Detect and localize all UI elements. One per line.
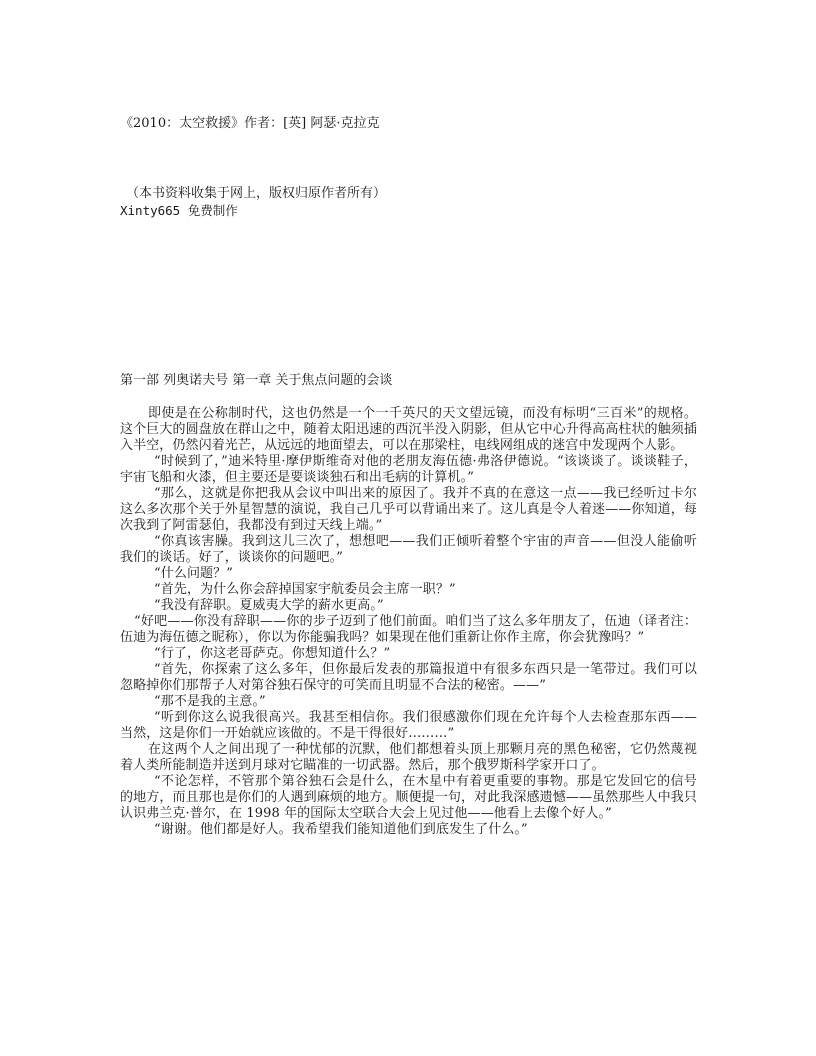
paragraph: 在这两个人之间出现了一种忧郁的沉默，他们都想着头顶上那颗月亮的黑色秘密，它仍然蔑视着人类所能制造并送到月球对它瞄准的一切武器。然后，那个俄罗斯科学家开口了。 <box>120 742 697 773</box>
paragraph: “我没有辞职。夏威夷大学的薪水更高。” <box>154 598 384 613</box>
chapter-heading: 第一部 列奥诺夫号 第一章 关于焦点问题的会谈 <box>120 373 393 388</box>
book-title-line: 《2010：太空救援》作者：[英] 阿瑟·克拉克 <box>120 116 380 131</box>
paragraph: 即使是在公称制时代，这也仍然是一个一千英尺的天文望远镜，而没有标明“三百米”的规格。这个巨大的圆盘放在群山之中，随着太阳迅速的西沉半没入阴影，但从它中心升得高高柱状的触须插入半空，仍然闪着光芒，从远远的地面望去，可以在那梁柱，电线网组成的迷宫中发现两个人影。 <box>120 406 697 453</box>
paragraph: “你真该害臊。我到这儿三次了，想想吧——我们正倾听着整个宇宙的声音——但没人能偷听我们的谈话。好了，谈谈你的问题吧。” <box>120 534 697 565</box>
paragraph: “首先，为什么你会辞掉国家宇航委员会主席一职？” <box>154 582 456 597</box>
paragraph: “不论怎样，不管那个第谷独石会是什么，在木星中有着更重要的事物。那是它发回它的信号的地方，而且那也是你们的人遇到麻烦的地方。顺便提一句，对此我深感遗憾——虽然那些人中我只认识弗兰克·普尔，在 1998 年的国际太空联合大会上见过他——他看上去像个好人。” <box>120 774 697 821</box>
paragraph: “好吧——你没有辞职——你的步子迈到了他们前面。咱们当了这么多年朋友了，伍迪（译者注：伍迪为海伍德之昵称），你以为你能骗我吗？如果现在他们重新让你作主席，你会犹豫吗？” <box>120 614 697 645</box>
paragraph: “那不是我的主意。” <box>154 694 266 709</box>
copyright-notice: （本书资料收集于网上，版权归原作者所有） <box>126 186 387 201</box>
paragraph: “时候到了，”迪米特里·摩伊斯维奇对他的老朋友海伍德·弗洛伊德说。“该谈谈了。谈谈鞋子，宇宙飞船和火漆，但主要还是要谈谈独石和出毛病的计算机。” <box>120 454 697 485</box>
paragraph: “那么，这就是你把我从会议中叫出来的原因了。我并不真的在意这一点——我已经听过卡尔这么多次那个关于外星智慧的演说，我自己几乎可以背诵出来了。这儿真是令人着迷——你知道，每次我到了阿雷瑟伯，我都没有到过天线上端。” <box>120 486 697 533</box>
maker-credit: Xinty665 免费制作 <box>120 203 238 218</box>
paragraph: “首先，你探索了这么多年，但你最后发表的那篇报道中有很多东西只是一笔带过。我们可以忽略掉你们那帮子人对第谷独石保守的可笑而且明显不合法的秘密。——” <box>120 662 697 693</box>
chapter-body <box>120 406 697 838</box>
paragraph: “谢谢。他们都是好人。我希望我们能知道他们到底发生了什么。” <box>154 822 528 837</box>
paragraph: “行了，你这老哥萨克。你想知道什么？” <box>154 646 391 661</box>
paragraph: “什么问题？” <box>154 566 233 581</box>
paragraph: “听到你这么说我很高兴。我甚至相信你。我们很感激你们现在允许每个人去检查那东西——当然，这是你们一开始就应该做的。不是干得很好………” <box>120 710 697 741</box>
